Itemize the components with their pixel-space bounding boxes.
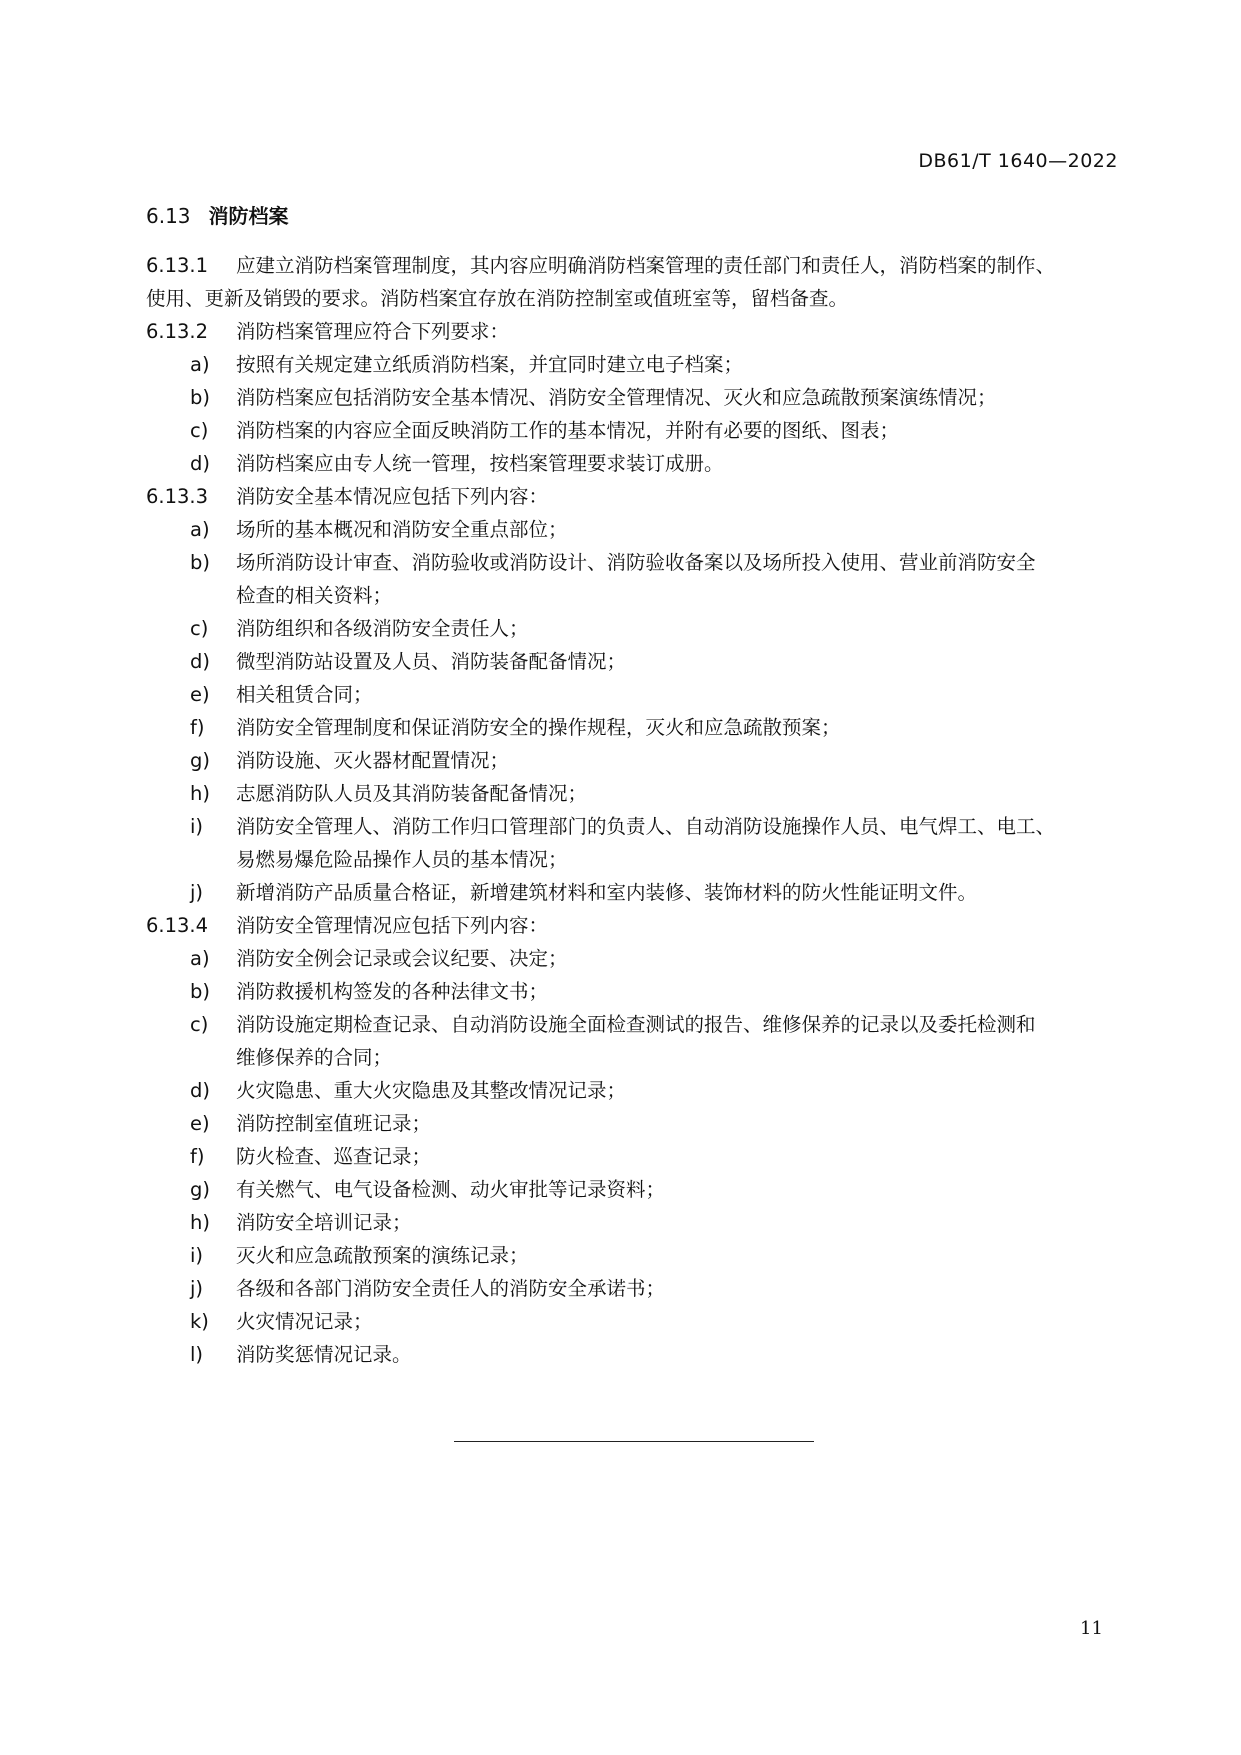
item-label: b) [190, 551, 210, 574]
item-text: 消防奖惩情况记录。 [236, 1343, 412, 1366]
list-item [146, 1206, 1118, 1239]
item-text: 消防设施、灭火器材配置情况； [236, 749, 510, 772]
list-item [146, 513, 1118, 546]
item-label: a) [190, 947, 210, 970]
item-label: i) [190, 815, 204, 838]
list-item [146, 1140, 1118, 1173]
section-title: 消防档案 [208, 204, 289, 228]
item-text: 火灾情况记录； [236, 1310, 373, 1333]
list-item [146, 447, 1118, 480]
page-number: 11 [1080, 1618, 1103, 1639]
clause-text: 应建立消防档案管理制度，其内容应明确消防档案管理的责任部门和责任人，消防档案的制作、 [236, 254, 1056, 277]
item-text: 灭火和应急疏散预案的演练记录； [236, 1244, 529, 1267]
list-item [146, 645, 1118, 678]
item-text: 易燃易爆危险品操作人员的基本情况； [236, 848, 568, 871]
list-item [146, 942, 1118, 975]
list-item [146, 1173, 1118, 1206]
clause-number: 6.13.3 [146, 485, 209, 508]
item-label: b) [190, 980, 210, 1003]
list-item [146, 1305, 1118, 1338]
clause-text: 消防安全基本情况应包括下列内容： [236, 485, 549, 508]
clause-text: 使用、更新及销毁的要求。消防档案宜存放在消防控制室或值班室等，留档备查。 [146, 287, 849, 310]
list-item [146, 711, 1118, 744]
item-text: 检查的相关资料； [236, 584, 393, 607]
item-label: g) [190, 1178, 210, 1201]
item-label: e) [190, 1112, 210, 1135]
item-text: 新增消防产品质量合格证，新增建筑材料和室内装修、装饰材料的防火性能证明文件。 [236, 881, 978, 904]
item-label: l) [190, 1343, 204, 1366]
list-item [146, 1074, 1118, 1107]
item-text: 消防安全培训记录； [236, 1211, 412, 1234]
item-label: h) [190, 782, 210, 805]
list-item [146, 612, 1118, 645]
item-text: 消防控制室值班记录； [236, 1112, 432, 1135]
document-body [146, 249, 1118, 1371]
clause-text: 消防档案管理应符合下列要求： [236, 320, 510, 343]
list-item [146, 414, 1118, 447]
clause-6-13-1 [146, 249, 1118, 282]
item-text: 消防设施定期检查记录、自动消防设施全面检查测试的报告、维修保养的记录以及委托检测和 [236, 1013, 1036, 1036]
item-label: j) [190, 881, 204, 904]
item-label: g) [190, 749, 210, 772]
item-text: 消防安全例会记录或会议纪要、决定； [236, 947, 568, 970]
clause-6-13-3 [146, 480, 1118, 513]
item-label: b) [190, 386, 210, 409]
item-text: 有关燃气、电气设备检测、动火审批等记录资料； [236, 1178, 666, 1201]
list-item [146, 777, 1118, 810]
list-item-continuation [146, 1041, 1118, 1074]
item-text: 消防档案应由专人统一管理，按档案管理要求装订成册。 [236, 452, 724, 475]
item-label: c) [190, 617, 209, 640]
list-item [146, 1008, 1118, 1041]
item-text: 相关租赁合同； [236, 683, 373, 706]
item-label: e) [190, 683, 210, 706]
clause-6-13-2 [146, 315, 1118, 348]
item-text: 防火检查、巡查记录； [236, 1145, 432, 1168]
clause-number: 6.13.4 [146, 914, 209, 937]
item-label: a) [190, 518, 210, 541]
clause-number: 6.13.1 [146, 254, 209, 277]
item-text: 消防组织和各级消防安全责任人； [236, 617, 529, 640]
clause-number: 6.13.2 [146, 320, 209, 343]
standard-code: DB61/T 1640—2022 [918, 150, 1118, 172]
item-text: 微型消防站设置及人员、消防装备配备情况； [236, 650, 627, 673]
clause-6-13-1-continuation [146, 282, 1118, 315]
item-label: f) [190, 716, 205, 739]
item-text: 消防档案应包括消防安全基本情况、消防安全管理情况、灭火和应急疏散预案演练情况； [236, 386, 997, 409]
item-text: 志愿消防队人员及其消防装备配备情况； [236, 782, 588, 805]
list-item [146, 1239, 1118, 1272]
item-text: 火灾隐患、重大火灾隐患及其整改情况记录； [236, 1079, 627, 1102]
section-number: 6.13 [146, 204, 191, 228]
item-label: d) [190, 1079, 210, 1102]
item-text: 各级和各部门消防安全责任人的消防安全承诺书； [236, 1277, 666, 1300]
list-item [146, 1338, 1118, 1371]
list-item [146, 1272, 1118, 1305]
clause-text: 消防安全管理情况应包括下列内容： [236, 914, 549, 937]
list-item [146, 744, 1118, 777]
item-text: 消防档案的内容应全面反映消防工作的基本情况，并附有必要的图纸、图表； [236, 419, 900, 442]
item-label: d) [190, 650, 210, 673]
item-label: a) [190, 353, 210, 376]
item-text: 维修保养的合同； [236, 1046, 393, 1069]
item-text: 消防安全管理人、消防工作归口管理部门的负责人、自动消防设施操作人员、电气焊工、电工、 [236, 815, 1056, 838]
list-item [146, 810, 1118, 843]
list-item [146, 876, 1118, 909]
item-label: c) [190, 1013, 209, 1036]
item-text: 消防救援机构签发的各种法律文书； [236, 980, 549, 1003]
section-heading [146, 200, 289, 229]
item-label: j) [190, 1277, 204, 1300]
item-label: c) [190, 419, 209, 442]
list-item-continuation [146, 579, 1118, 612]
item-text: 消防安全管理制度和保证消防安全的操作规程，灭火和应急疏散预案； [236, 716, 841, 739]
list-item [146, 678, 1118, 711]
item-text: 场所的基本概况和消防安全重点部位； [236, 518, 568, 541]
item-text: 按照有关规定建立纸质消防档案，并宜同时建立电子档案； [236, 353, 744, 376]
list-item [146, 348, 1118, 381]
list-item [146, 381, 1118, 414]
clause-6-13-4 [146, 909, 1118, 942]
item-label: k) [190, 1310, 209, 1333]
item-text: 场所消防设计审查、消防验收或消防设计、消防验收备案以及场所投入使用、营业前消防安全 [236, 551, 1036, 574]
item-label: i) [190, 1244, 204, 1267]
list-item [146, 975, 1118, 1008]
item-label: f) [190, 1145, 205, 1168]
list-item-continuation [146, 843, 1118, 876]
end-of-document-rule [454, 1441, 814, 1442]
list-item [146, 1107, 1118, 1140]
list-item [146, 546, 1118, 579]
item-label: h) [190, 1211, 210, 1234]
item-label: d) [190, 452, 210, 475]
